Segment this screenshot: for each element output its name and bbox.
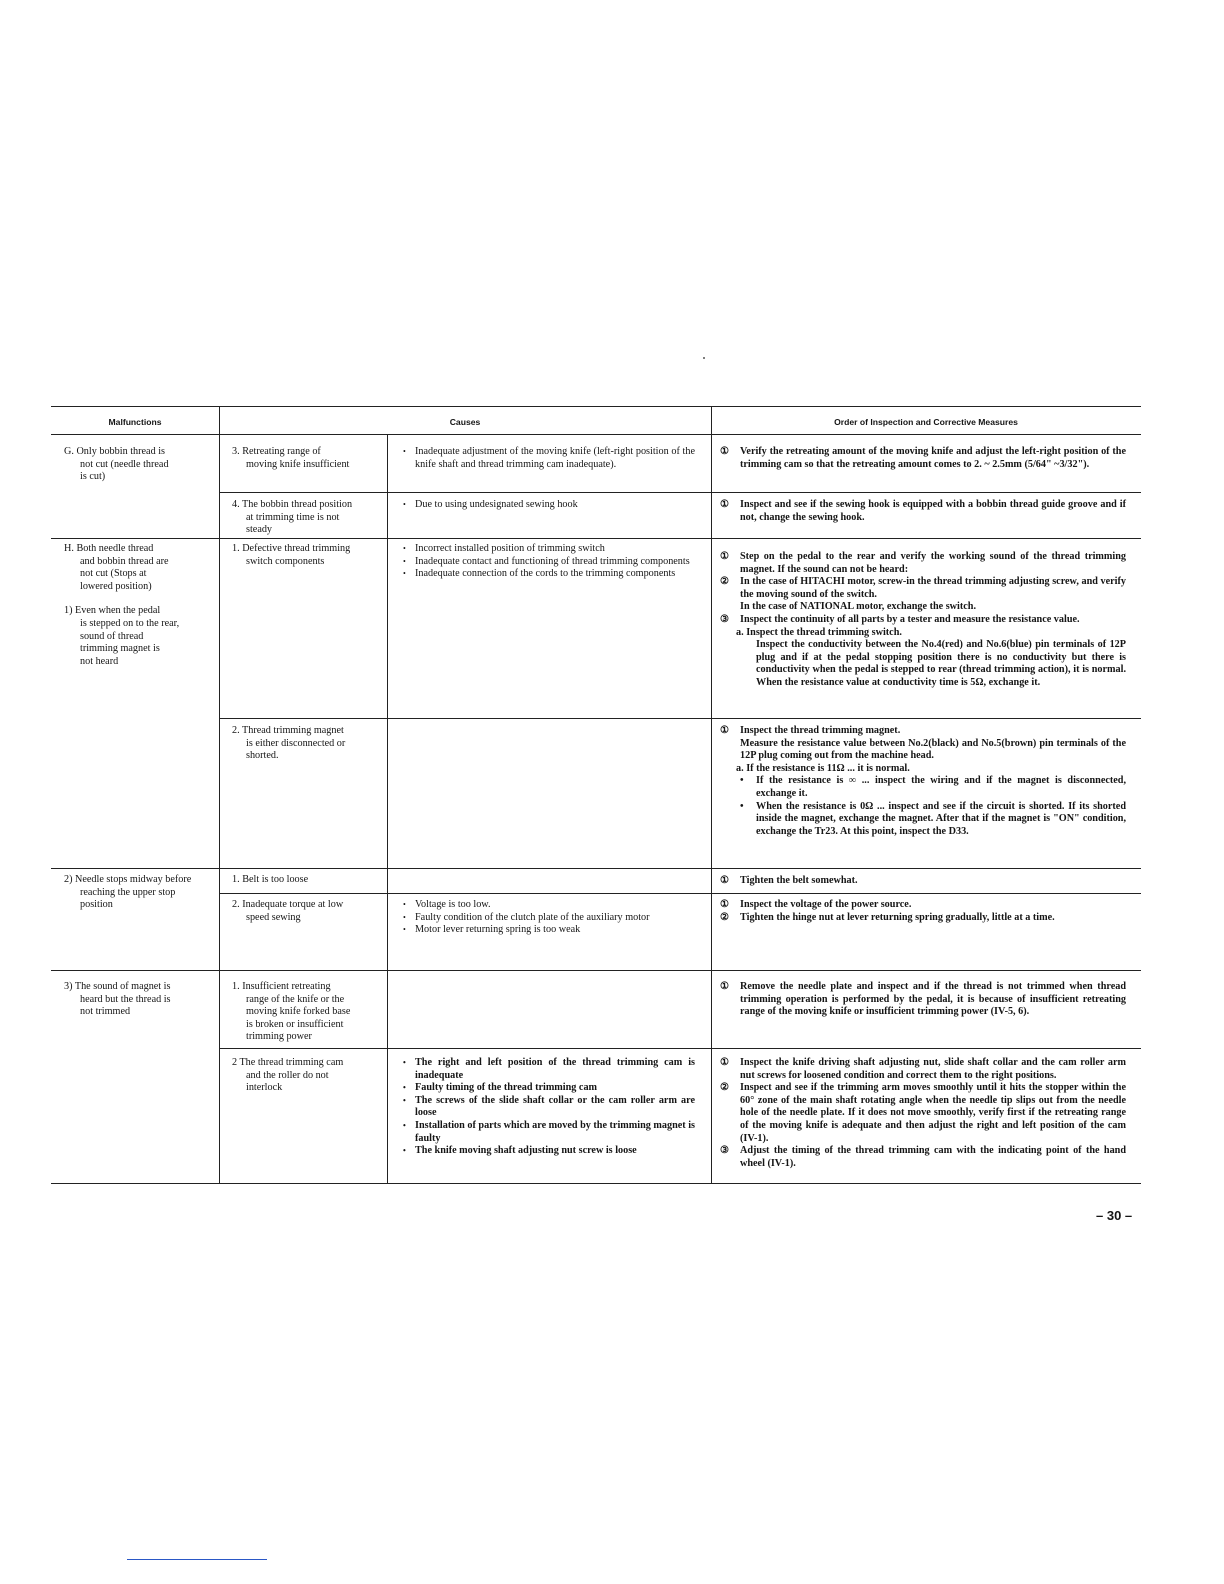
measures: ① Inspect the thread trimming magnet. Measure the resistance value between No.2(black) and No.5(brown) pin terminals of the 12P plug coming out from the machine head. a. If the resistance is 11Ω ... it is normal. • If the resistance is ∞ ... inspect the wiring and if the magnet is disconnected, exchange it. • When the resistance is 0Ω ... inspect and see if the circuit is shorted. If its shorted inside the magnet, exchange the magnet. After that if the magnet is "ON" condition, exchange the Tr23. At this point, inspect the D33. <box>720 725 1126 837</box>
page-number: – 30 – <box>1096 1208 1133 1223</box>
row-rule <box>219 1048 1141 1049</box>
col-rule <box>711 406 712 1183</box>
table-top-rule <box>51 406 1141 407</box>
cause-detail: • The right and left position of the thread trimming cam is inadequate • Faulty timing of the thread trimming cam • The screws of the slide shaft collar or the cam roller arm are loose • Installation of parts which are moved by the trimming magnet is faulty • The knife moving shaft adjusting nut screw is loose <box>401 1057 695 1158</box>
measures: ① Inspect the voltage of the power source. ② Tighten the hinge nut at lever returning spring gradually, little at a time. <box>720 899 1055 923</box>
malfunction-3: 3) The sound of magnet is heard but the thread is not trimmed <box>64 981 171 1018</box>
header-causes: Causes <box>449 417 481 427</box>
row-rule <box>219 718 1141 719</box>
cause-detail: • Due to using undesignated sewing hook <box>401 499 695 512</box>
row-rule <box>219 893 1141 894</box>
measures: ① Inspect and see if the sewing hook is equipped with a bobbin thread guide groove and if not, change the sewing hook. <box>720 499 1126 523</box>
cause-title: 2 The thread trimming cam and the roller do not interlock <box>232 1057 344 1094</box>
row-rule <box>219 492 1141 493</box>
cause-detail: • Voltage is too low. • Faulty condition of the clutch plate of the auxiliary motor • Motor lever returning spring is too weak <box>401 899 695 937</box>
col-rule <box>219 406 220 1183</box>
measures: ① Tighten the belt somewhat. <box>720 875 858 886</box>
row-rule <box>51 538 1141 539</box>
cause-title: 4. The bobbin thread position at trimming time is not steady <box>232 499 353 536</box>
cause-title: 1. Belt is too loose <box>232 874 309 885</box>
row-rule <box>51 868 1141 869</box>
stray-dot <box>703 357 705 359</box>
malfunction-g: G. Only bobbin thread is not cut (needle thread is cut) <box>64 446 169 483</box>
cause-title: 2. Thread trimming magnet is either disconnected or shorted. <box>232 725 346 762</box>
cause-title: 2. Inadequate torque at low speed sewing <box>232 899 344 923</box>
header-bottom-rule <box>51 434 1141 435</box>
measures: ① Remove the needle plate and inspect and if the thread is not trimmed when thread trimming operation is performed by the pedal, it is because of insufficient retreating range of the moving knife or insufficient trimming power (IV-5, 6). <box>720 981 1126 1018</box>
cause-detail: • Inadequate adjustment of the moving knife (left-right position of the knife shaft and thread trimming cam inadequate). <box>401 446 695 471</box>
row-rule <box>51 970 1141 971</box>
cause-title: 1. Insufficient retreating range of the knife or the moving knife forked base is broken or insufficient trimming power <box>232 981 351 1043</box>
cause-detail: • Incorrect installed position of trimming switch • Inadequate contact and functioning of thread trimming components • Inadequate connection of the cords to the trimming components <box>401 543 695 581</box>
header-malfunctions: Malfunctions <box>108 417 162 427</box>
measures: ① Step on the pedal to the rear and verify the working sound of the thread trimming magnet. If the sound can not be heard: ② In the case of HITACHI motor, screw-in the thread trimming adjusting screw, and verify the moving sound of the switch. In the case of NATIONAL motor, exchange the switch. ③ Inspect the continuity of all parts by a tester and measure the resistance value. a. Inspect the thread trimming switch. Inspect the conductivity between the No.4(red) and No.6(blue) pin terminals of 12P plug and if at the pedal stopping position there is no conductivity but there is conductivity when the pedal is stepped to rear (thread trimming action), it is normal. When the resistance value at conductivity time is 5Ω, exchange it. <box>720 551 1126 688</box>
malfunction-h: H. Both needle thread and bobbin thread are not cut (Stops at lowered position) 1) Even when the pedal is stepped on to the rear, sound of thread trimming magnet is not heard <box>64 543 180 667</box>
table-bottom-rule <box>51 1183 1141 1184</box>
malfunction-2: 2) Needle stops midway before reaching the upper stop position <box>64 874 192 911</box>
cause-title: 3. Retreating range of moving knife insufficient <box>232 446 350 470</box>
footer-rule <box>127 1559 267 1560</box>
header-measures: Order of Inspection and Corrective Measures <box>834 417 1018 427</box>
col-rule <box>387 434 388 1183</box>
measures: ① Inspect the knife driving shaft adjusting nut, slide shaft collar and the cam roller arm nut screws for loosened condition and correct them to the right positions. ② Inspect and see if the trimming arm moves smoothly until it hits the stopper within the 60° zone of the main shaft rotating angle when the needle tip slips out from the needle hole of the needle plate. If it does not move smoothly, verify first if the retreating range of the moving knife is adequate and then adjust the right and left position of the cam (IV-1). ③ Adjust the timing of the thread trimming cam with the indicating point of the hand wheel (IV-1). <box>720 1057 1126 1169</box>
cause-title: 1. Defective thread trimming switch components <box>232 543 351 567</box>
measures: ① Verify the retreating amount of the moving knife and adjust the left-right position of the trimming cam so that the retreating amount comes to 2. ~ 2.5mm (5/64" ~3/32"). <box>720 446 1126 470</box>
